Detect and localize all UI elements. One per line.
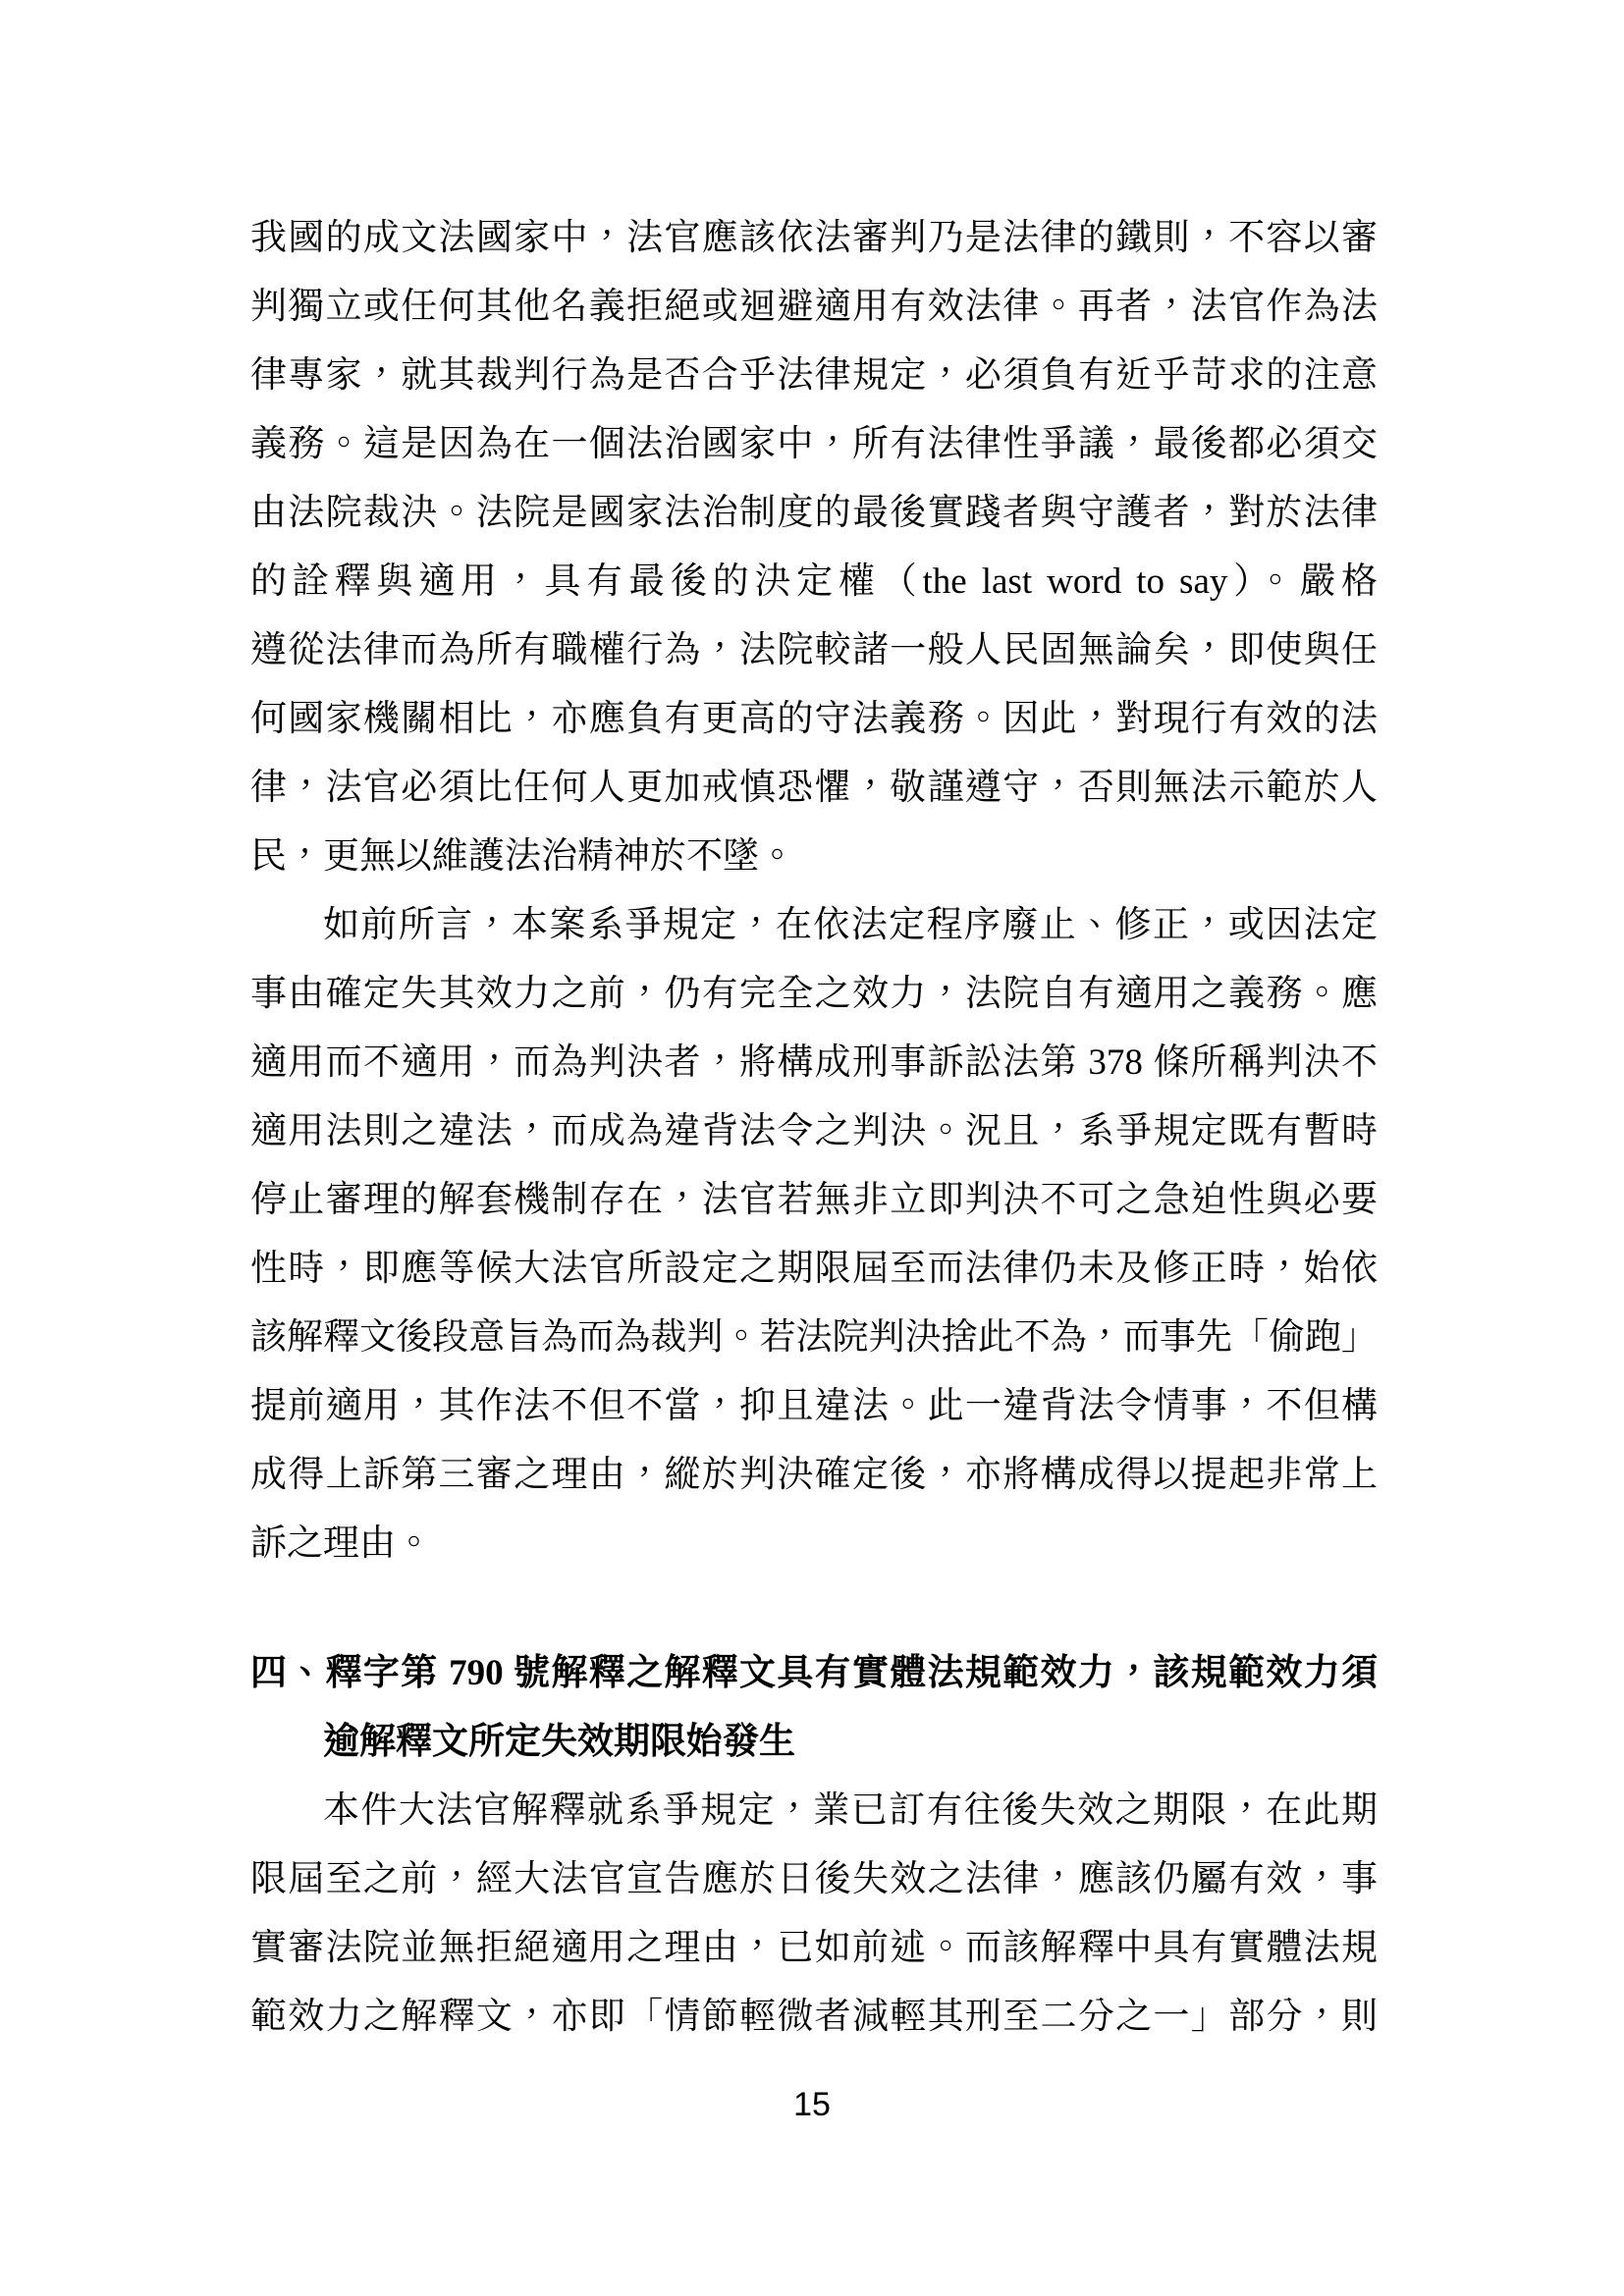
text-line: 性時，即應等候大法官所設定之期限屆至而法律仍未及修正時，始依 [250, 1249, 1378, 1289]
section-heading [250, 1639, 1378, 1777]
text-line: 遵從法律而為所有職權行為，法院較諸一般人民固無論矣，即使與任 [250, 630, 1378, 670]
text-line: 判獨立或任何其他名義拒絕或迴避適用有效法律。再者，法官作為法 [250, 287, 1378, 327]
paragraph-1 [250, 204, 1378, 891]
text-line: 的詮釋與適用，具有最後的決定權（the last word to say）。嚴格 [250, 561, 1378, 602]
text-line: 義務。這是因為在一個法治國家中，所有法律性爭議，最後都必須交 [250, 424, 1378, 464]
paragraph-3 [250, 1777, 1378, 2052]
text-line: 限屆至之前，經大法官宣告應於日後失效之法律，應該仍屬有效，事 [250, 1859, 1378, 1899]
text-line: 適用而不適用，而為判決者，將構成刑事訴訟法第 378 條所稱判決不 [250, 1042, 1378, 1083]
text-line: 如前所言，本案系爭規定，在依法定程序廢止、修正，或因法定 [323, 905, 1378, 945]
paragraph-2 [250, 891, 1378, 1578]
text-line: 訴之理由。 [250, 1523, 432, 1564]
text-line: 適用法則之違法，而成為違背法令之判決。況且，系爭規定既有暫時 [250, 1111, 1378, 1151]
section-heading-line: 逾解釋文所定失效期限始發生 [323, 1722, 795, 1762]
page-number: 15 [793, 2086, 831, 2123]
text-line: 由法院裁決。法院是國家法治制度的最後實踐者與守護者，對於法律 [250, 493, 1378, 533]
text-line: 事由確定失其效力之前，仍有完全之效力，法院自有適用之義務。應 [250, 974, 1378, 1014]
text-line: 提前適用，其作法不但不當，抑且違法。此一違背法令情事，不但構 [250, 1386, 1378, 1426]
text-line: 實審法院並無拒絕適用之理由，已如前述。而該解釋中具有實體法規 [250, 1928, 1378, 1968]
text-line: 民，更無以維護法治精神於不墜。 [250, 836, 795, 877]
text-line: 我國的成文法國家中，法官應該依法審判乃是法律的鐵則，不容以審 [250, 218, 1378, 258]
text-line: 範效力之解釋文，亦即「情節輕微者減輕其刑至二分之一」部分，則 [250, 1997, 1378, 2037]
text-line: 成得上訴第三審之理由，縱於判決確定後，亦將構成得以提起非常上 [250, 1455, 1378, 1495]
text-line: 律專家，就其裁判行為是否合乎法律規定，必須負有近乎苛求的注意 [250, 355, 1378, 396]
text-line: 律，法官必須比任何人更加戒慎恐懼，敬謹遵守，否則無法示範於人 [250, 768, 1378, 808]
text-line: 本件大法官解釋就系爭規定，業已訂有往後失效之期限，在此期 [323, 1790, 1378, 1831]
text-line: 停止審理的解套機制存在，法官若無非立即判決不可之急迫性與必要 [250, 1180, 1378, 1220]
text-line: 何國家機關相比，亦應負有更高的守法義務。因此，對現行有效的法 [250, 699, 1378, 739]
section-heading-line: 四、釋字第 790 號解釋之解釋文具有實體法規範效力，該規範效力須 [250, 1653, 1378, 1693]
text-block [250, 204, 1378, 2052]
text-line: 該解釋文後段意旨為而為裁判。若法院判決捨此不為，而事先「偷跑」 [250, 1317, 1378, 1358]
